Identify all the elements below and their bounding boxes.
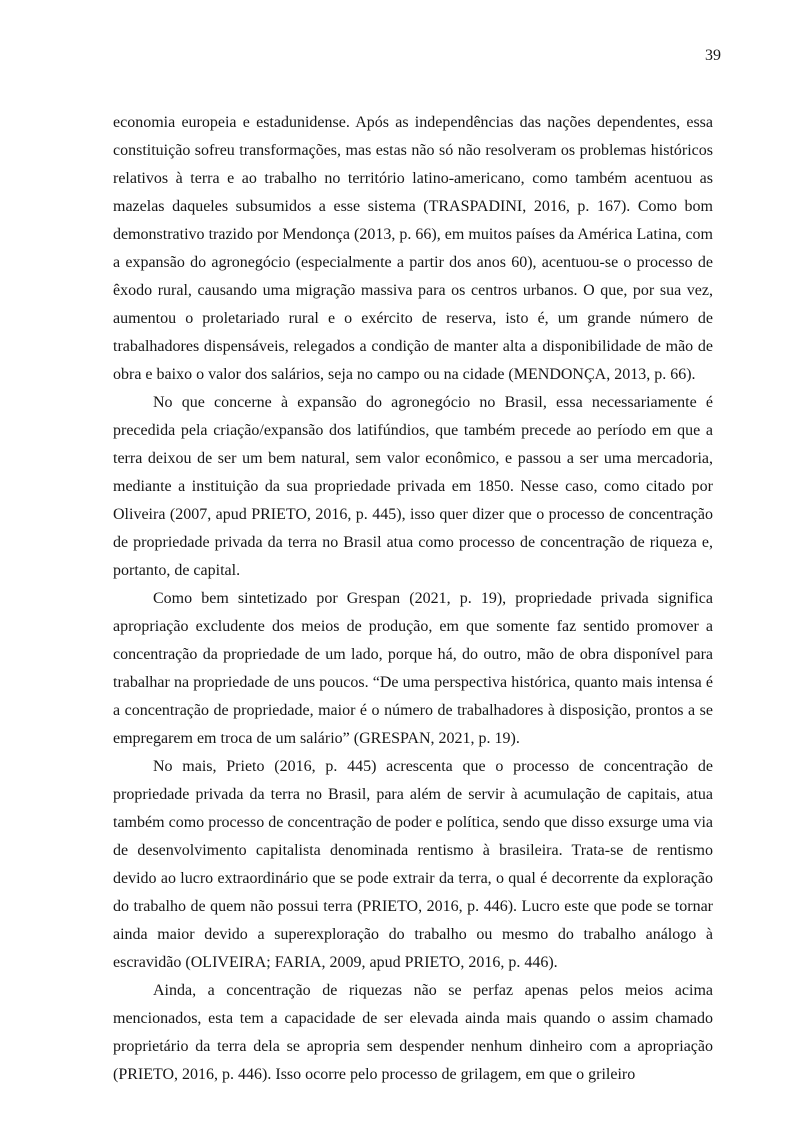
body-paragraph: Como bem sintetizado por Grespan (2021, p. 19), propriedade privada significa apropriação excludente dos meios de produção, em que somente faz sentido promover a concentração da propriedade de um lado, porque há, do outro, mão de obra disponível para trabalhar na propriedade de uns poucos. “De uma perspectiva histórica, quanto mais intensa é a concentração de propriedade, maior é o número de trabalhadores à disposição, prontos a se empregarem em troca de um salário” (GRESPAN, 2021, p. 19).	[113, 590, 713, 747]
body-paragraph: economia europeia e estadunidense. Após as independências das nações dependentes, essa constituição sofreu transformações, mas estas não só não resolveram os problemas históricos relativos à terra e ao trabalho no território latino-americano, como também acentuou as mazelas daqueles subsumidos a esse sistema (TRASPADINI, 2016, p. 167). Como bom demonstrativo trazido por Mendonça (2013, p. 66), em muitos países da América Latina, com a expansão do agronegócio (especialmente a partir dos anos 60), acentuou-se o processo de êxodo rural, causando uma migração massiva para os centros urbanos. O que, por sua vez, aumentou o proletariado rural e o exército de reserva, isto é, um grande número de trabalhadores dispensáveis, relegados a condição de manter alta a disponibilidade de mão de obra e baixo o valor dos salários, seja no campo ou na cidade (MENDONÇA, 2013, p. 66).	[113, 114, 713, 383]
body-text-block	[113, 109, 713, 1089]
body-paragraph: No que concerne à expansão do agronegócio no Brasil, essa necessariamente é precedida pela criação/expansão dos latifúndios, que também precede ao período em que a terra deixou de ser um bem natural, sem valor econômico, e passou a ser uma mercadoria, mediante a instituição da sua propriedade privada em 1850. Nesse caso, como citado por Oliveira (2007, apud PRIETO, 2016, p. 445), isso quer dizer que o processo de concentração de propriedade privada da terra no Brasil atua como processo de concentração de riqueza e, portanto, de capital.	[113, 394, 713, 579]
page-number: 39	[705, 47, 721, 64]
body-paragraph: Ainda, a concentração de riquezas não se perfaz apenas pelos meios acima mencionados, esta tem a capacidade de ser elevada ainda mais quando o assim chamado proprietário da terra dela se apropria sem despender nenhum dinheiro com a apropriação (PRIETO, 2016, p. 446). Isso ocorre pelo processo de grilagem, em que o grileiro	[113, 982, 713, 1083]
body-paragraph: No mais, Prieto (2016, p. 445) acrescenta que o processo de concentração de propriedade privada da terra no Brasil, para além de servir à acumulação de capitais, atua também como processo de concentração de poder e política, sendo que disso exsurge uma via de desenvolvimento capitalista denominada rentismo à brasileira. Trata-se de rentismo devido ao lucro extraordinário que se pode extrair da terra, o qual é decorrente da exploração do trabalho de quem não possui terra (PRIETO, 2016, p. 446). Lucro este que pode se tornar ainda maior devido a superexploração do trabalho ou mesmo do trabalho análogo à escravidão (OLIVEIRA; FARIA, 2009, apud PRIETO, 2016, p. 446).	[113, 758, 713, 971]
